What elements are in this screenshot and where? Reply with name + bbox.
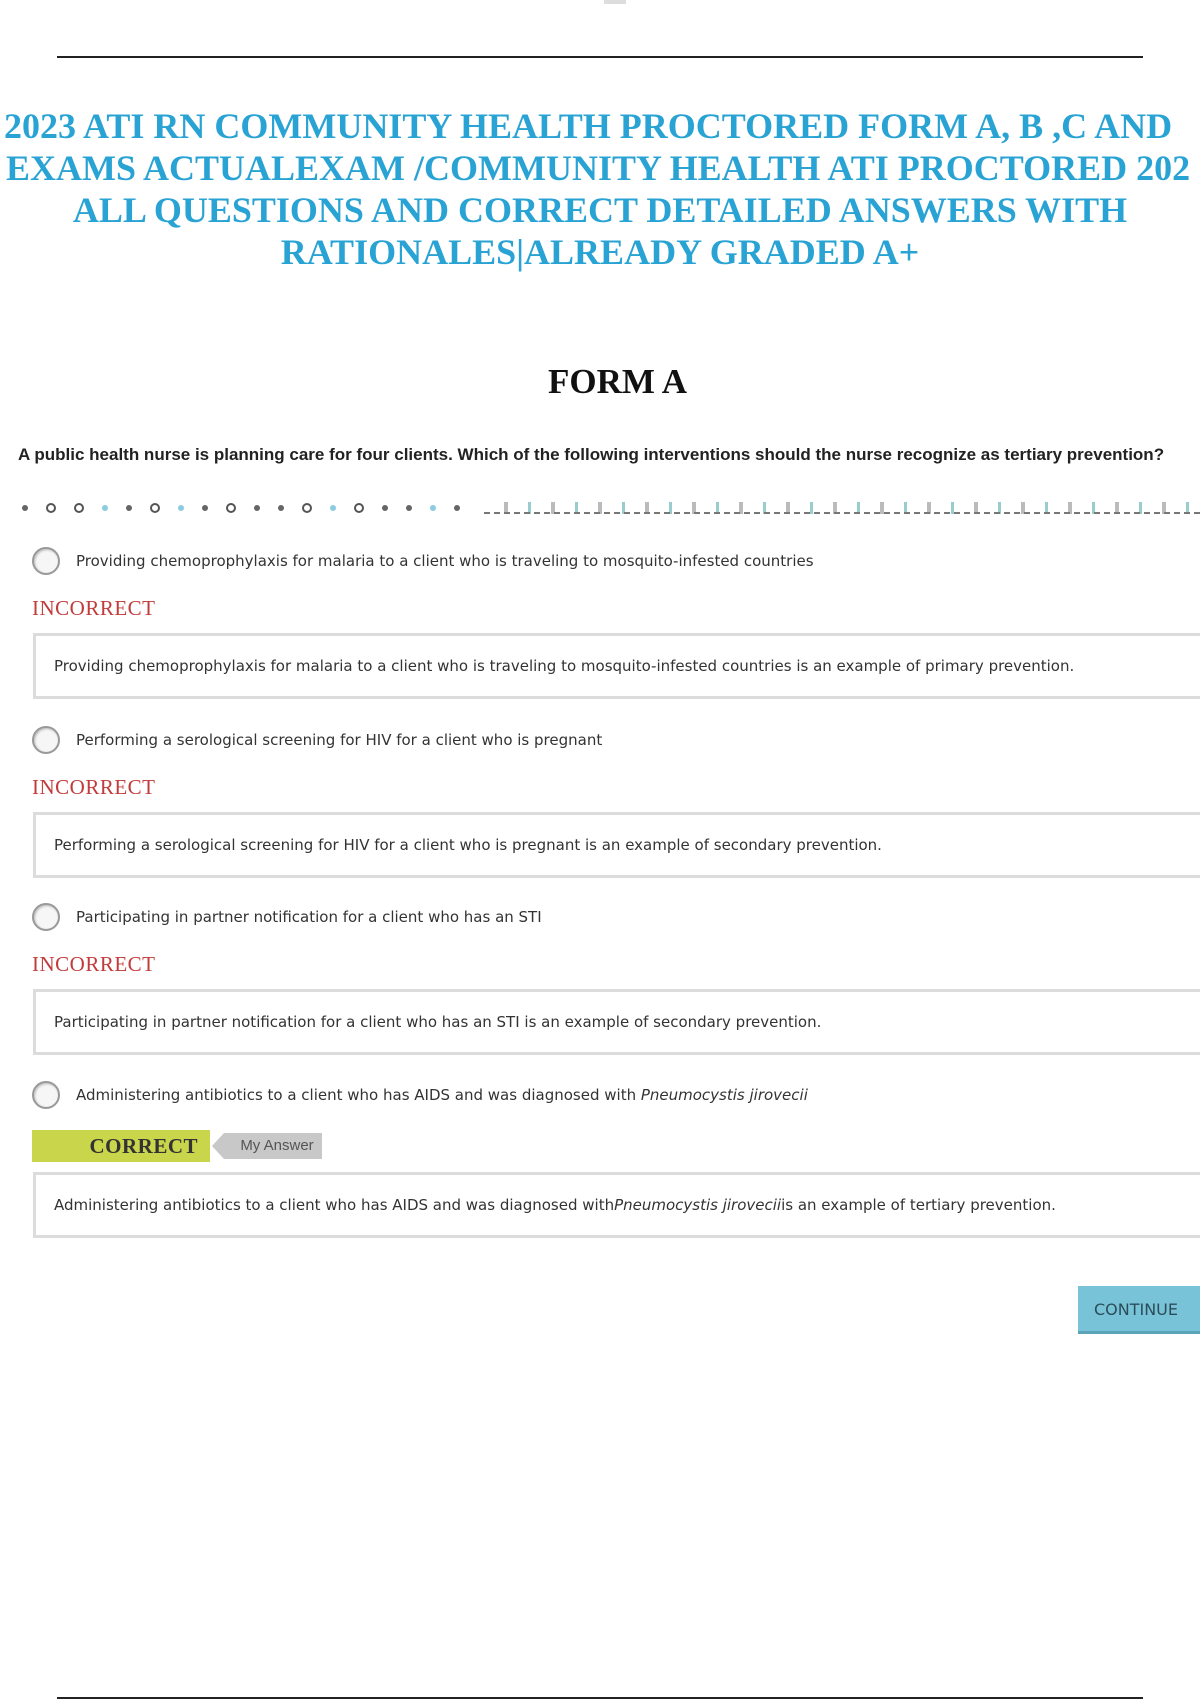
footer-rule bbox=[57, 1697, 1143, 1699]
progress-dot[interactable] bbox=[254, 505, 260, 511]
answer-option-2[interactable] bbox=[32, 726, 602, 754]
page-top-mark bbox=[604, 0, 626, 4]
answer-option-3[interactable] bbox=[32, 903, 542, 931]
radio-button-icon[interactable] bbox=[32, 726, 60, 754]
answer-option-label: Participating in partner notification for a client who has an STI bbox=[76, 908, 542, 926]
question-progress-indicator[interactable] bbox=[22, 500, 1200, 516]
continue-button[interactable]: CONTINUE bbox=[1078, 1286, 1200, 1334]
radio-button-icon[interactable] bbox=[32, 547, 60, 575]
answer-option-label: Providing chemoprophylaxis for malaria to a client who is traveling to mosquito-infested countries bbox=[76, 552, 814, 570]
document-title-line-4: RATIONALES|ALREADY GRADED A+ bbox=[280, 232, 920, 272]
progress-dot[interactable] bbox=[46, 503, 56, 513]
document-title-line-2: EXAMS ACTUALEXAM /COMMUNITY HEALTH ATI PROCTORED 202 bbox=[6, 148, 1191, 188]
answer-option-1[interactable] bbox=[32, 547, 814, 575]
progress-dot[interactable] bbox=[226, 503, 236, 513]
document-title-line-1: 2023 ATI RN COMMUNITY HEALTH PROCTORED FORM A, B ,C AND bbox=[4, 106, 1173, 146]
progress-dot[interactable] bbox=[354, 503, 364, 513]
progress-dot[interactable] bbox=[430, 505, 436, 511]
progress-dot[interactable] bbox=[202, 505, 208, 511]
rationale-box: Performing a serological screening for HIV for a client who is pregnant is an example of secondary prevention. bbox=[33, 812, 1200, 878]
rationale-box: Providing chemoprophylaxis for malaria to a client who is traveling to mosquito-infested countries is an example of primary prevention. bbox=[33, 633, 1200, 699]
progress-dot[interactable] bbox=[22, 505, 28, 511]
document-title bbox=[0, 105, 1200, 273]
progress-dot[interactable] bbox=[330, 505, 336, 511]
form-heading: FORM A bbox=[547, 362, 687, 401]
answer-option-label: Performing a serological screening for HIV for a client who is pregnant bbox=[76, 731, 603, 749]
progress-dot[interactable] bbox=[102, 505, 108, 511]
progress-dot[interactable] bbox=[178, 505, 184, 511]
progress-dot[interactable] bbox=[74, 503, 84, 513]
progress-dot[interactable] bbox=[302, 503, 312, 513]
progress-dot[interactable] bbox=[278, 505, 284, 511]
document-title-line-3: ALL QUESTIONS AND CORRECT DETAILED ANSWERS WITH bbox=[72, 190, 1128, 230]
question-text: A public health nurse is planning care for four clients. Which of the following interventions should the nurse recognize as tertiary prevention? bbox=[18, 445, 1165, 464]
progress-dot[interactable] bbox=[406, 505, 412, 511]
correct-label: CORRECT bbox=[32, 1130, 210, 1162]
radio-button-icon[interactable] bbox=[32, 903, 60, 931]
answer-option-label: Administering antibiotics to a client who has AIDS and was diagnosed with Pneumocystis jirovecii bbox=[76, 1086, 808, 1104]
incorrect-label: INCORRECT bbox=[32, 775, 156, 799]
answer-option-4[interactable] bbox=[32, 1081, 808, 1109]
rationale-box: Administering antibiotics to a client who has AIDS and was diagnosed with Pneumocystis jirovecii is an example of tertiary prevention. bbox=[33, 1172, 1200, 1238]
header-rule bbox=[57, 56, 1143, 58]
progress-track bbox=[484, 502, 1200, 514]
progress-dot[interactable] bbox=[126, 505, 132, 511]
progress-dot[interactable] bbox=[382, 505, 388, 511]
incorrect-label: INCORRECT bbox=[32, 596, 156, 620]
rationale-box: Participating in partner notification for a client who has an STI is an example of secondary prevention. bbox=[33, 989, 1200, 1055]
incorrect-label: INCORRECT bbox=[32, 952, 156, 976]
my-answer-tag: My Answer bbox=[224, 1133, 322, 1159]
radio-button-icon[interactable] bbox=[32, 1081, 60, 1109]
progress-dot[interactable] bbox=[454, 505, 460, 511]
progress-dot[interactable] bbox=[150, 503, 160, 513]
